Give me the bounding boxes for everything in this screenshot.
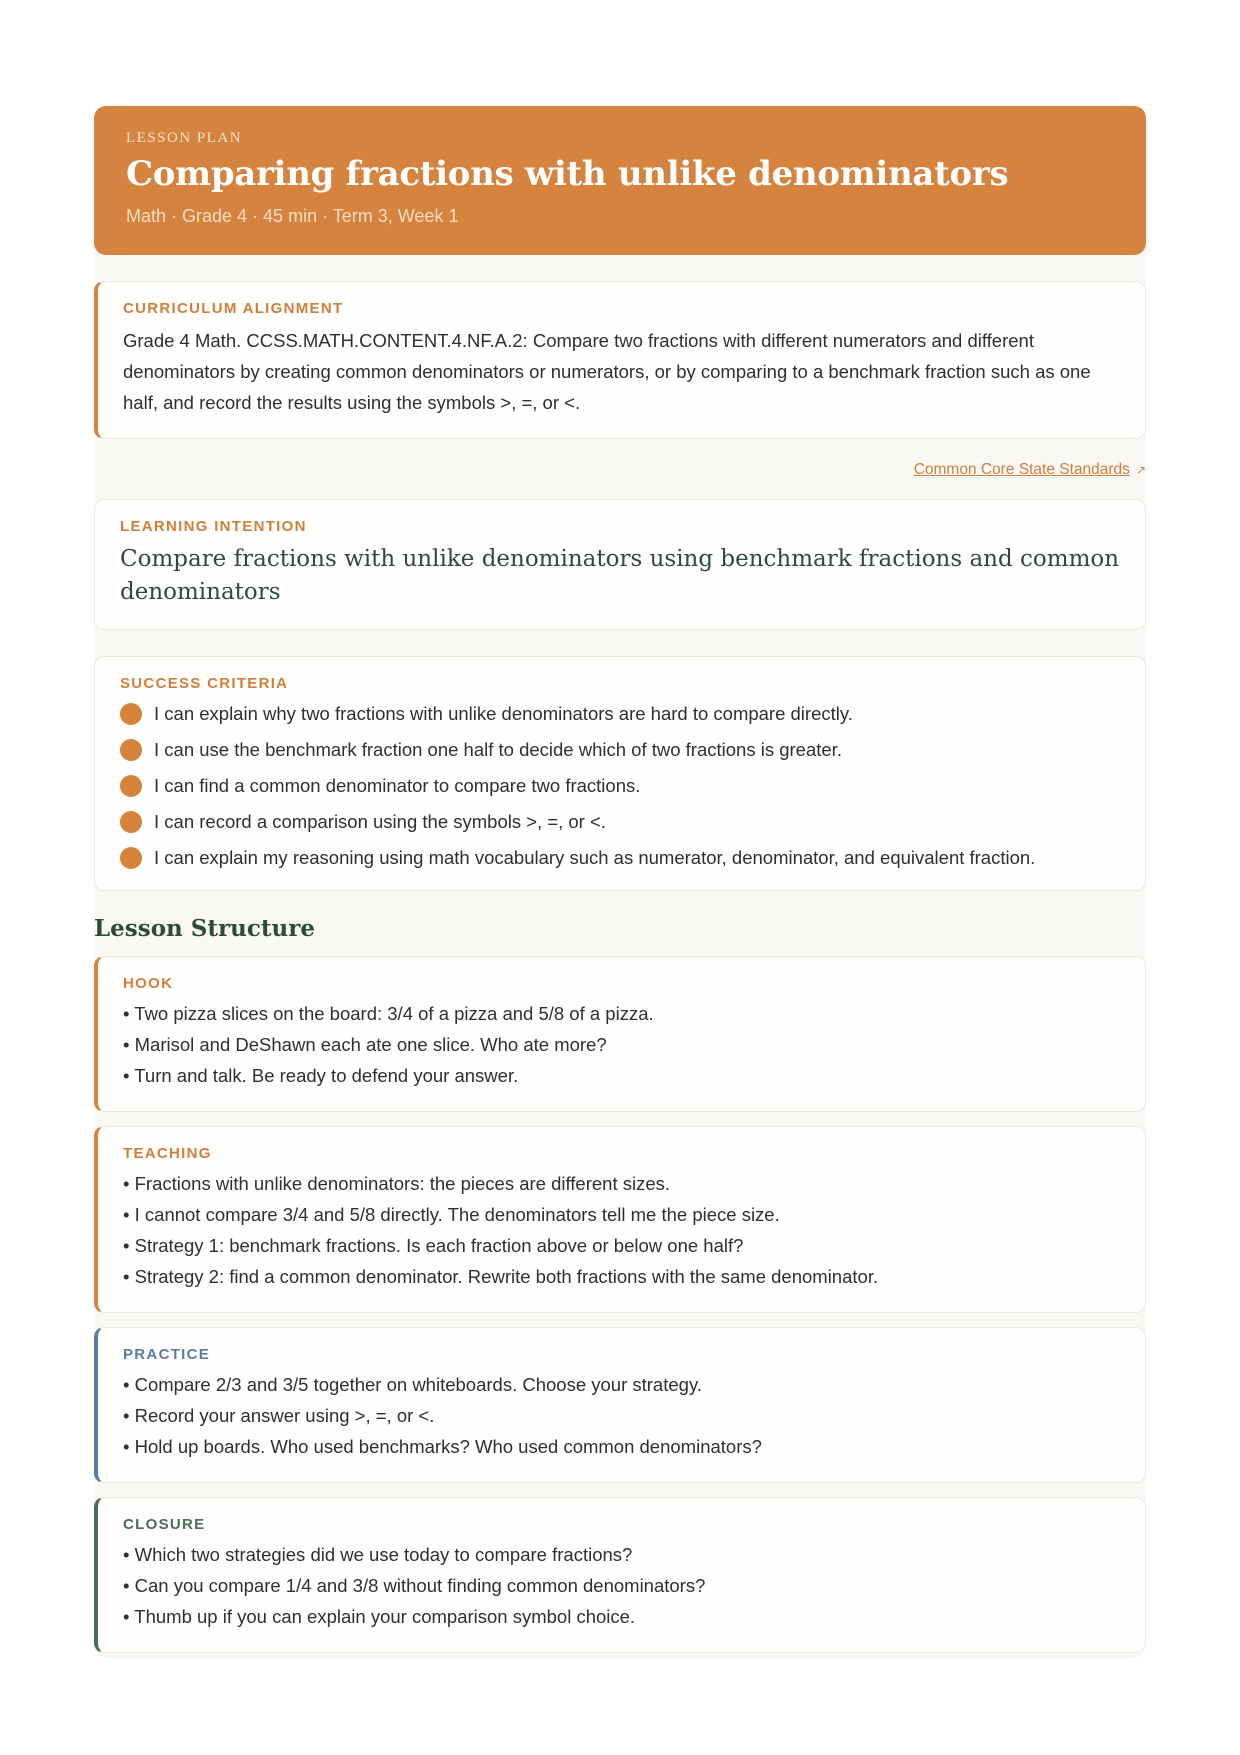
- lesson-header: [94, 106, 1146, 255]
- bullet-dot-icon: [120, 811, 142, 833]
- curriculum-text: Grade 4 Math. CCSS.MATH.CONTENT.4.NF.A.2: Compare two fractions with different numerators and different denominators by creating common denominators or numerators, or by comparing to a benchmark fraction such as one half, and record the results using the symbols >, =, or <.: [123, 330, 1091, 414]
- criteria-text: I can explain why two fractions with unlike denominators are hard to compare directly.: [154, 703, 853, 725]
- success-criteria-card: [94, 656, 1146, 891]
- stage-item: • I cannot compare 3/4 and 5/8 directly. The denominators tell me the piece size.: [123, 1199, 1121, 1230]
- criteria-item: [120, 696, 1121, 732]
- stage-item: • Strategy 1: benchmark fractions. Is each fraction above or below one half?: [123, 1230, 1121, 1261]
- lesson-meta: Math · Grade 4 · 45 min · Term 3, Week 1: [126, 206, 459, 227]
- stage-item: • Hold up boards. Who used benchmarks? Who used common denominators?: [123, 1431, 1121, 1462]
- intention-label: LEARNING INTENTION: [120, 518, 307, 536]
- standards-link-row: [94, 439, 1146, 479]
- lesson-structure-heading: Lesson Structure: [94, 915, 315, 943]
- stage-label: CLOSURE: [123, 1516, 206, 1534]
- lesson-title: Comparing fractions with unlike denominators: [126, 154, 1009, 194]
- criteria-item: [120, 732, 1121, 768]
- bullet-dot-icon: [120, 775, 142, 797]
- criteria-text: I can find a common denominator to compare two fractions.: [154, 775, 641, 797]
- bullet-dot-icon: [120, 847, 142, 869]
- criteria-text: I can record a comparison using the symbols >, =, or <.: [154, 811, 606, 833]
- curriculum-alignment-card: [94, 281, 1146, 439]
- stage-teaching-card: [94, 1126, 1146, 1313]
- stage-item: • Fractions with unlike denominators: the pieces are different sizes.: [123, 1168, 1121, 1199]
- stage-bullets: [123, 1369, 1121, 1462]
- intention-text: Compare fractions with unlike denominators using benchmark fractions and common denominators: [120, 546, 1120, 606]
- stage-closure-card: [94, 1497, 1146, 1653]
- stage-item: • Turn and talk. Be ready to defend your answer.: [123, 1060, 1121, 1091]
- stage-item: • Compare 2/3 and 3/5 together on whiteboards. Choose your strategy.: [123, 1369, 1121, 1400]
- stage-item: • Thumb up if you can explain your comparison symbol choice.: [123, 1601, 1121, 1632]
- criteria-item: [120, 804, 1121, 840]
- external-link-icon: ↗: [1135, 463, 1146, 478]
- stage-item: • Marisol and DeShawn each ate one slice. Who ate more?: [123, 1029, 1121, 1060]
- criteria-text: I can use the benchmark fraction one half to decide which of two fractions is greater.: [154, 739, 842, 761]
- stage-bullets: [123, 1168, 1121, 1292]
- learning-intention-card: [94, 499, 1146, 630]
- common-core-link[interactable]: Common Core State Standards: [913, 461, 1130, 479]
- criteria-text: I can explain my reasoning using math vocabulary such as numerator, denominator, and equivalent fraction.: [154, 847, 1036, 869]
- stage-label: PRACTICE: [123, 1346, 211, 1364]
- criteria-item: [120, 840, 1121, 876]
- curriculum-label: CURRICULUM ALIGNMENT: [123, 300, 344, 318]
- stage-item: • Record your answer using >, =, or <.: [123, 1400, 1121, 1431]
- stage-practice-card: [94, 1327, 1146, 1483]
- criteria-item: [120, 768, 1121, 804]
- lesson-plan-document: [94, 106, 1146, 1659]
- stage-item: • Which two strategies did we use today to compare fractions?: [123, 1539, 1121, 1570]
- success-label: SUCCESS CRITERIA: [120, 675, 289, 693]
- bullet-dot-icon: [120, 703, 142, 725]
- stage-label: TEACHING: [123, 1145, 212, 1163]
- stage-item: • Strategy 2: find a common denominator. Rewrite both fractions with the same denominator.: [123, 1261, 1121, 1292]
- bullet-dot-icon: [120, 739, 142, 761]
- stage-item: • Can you compare 1/4 and 3/8 without finding common denominators?: [123, 1570, 1121, 1601]
- header-eyebrow: LESSON PLAN: [126, 130, 243, 146]
- success-criteria-list: [120, 696, 1121, 876]
- stage-bullets: [123, 1539, 1121, 1632]
- stage-bullets: [123, 998, 1121, 1091]
- stage-label: HOOK: [123, 975, 174, 993]
- stage-item: • Two pizza slices on the board: 3/4 of a pizza and 5/8 of a pizza.: [123, 998, 1121, 1029]
- stage-hook-card: [94, 956, 1146, 1112]
